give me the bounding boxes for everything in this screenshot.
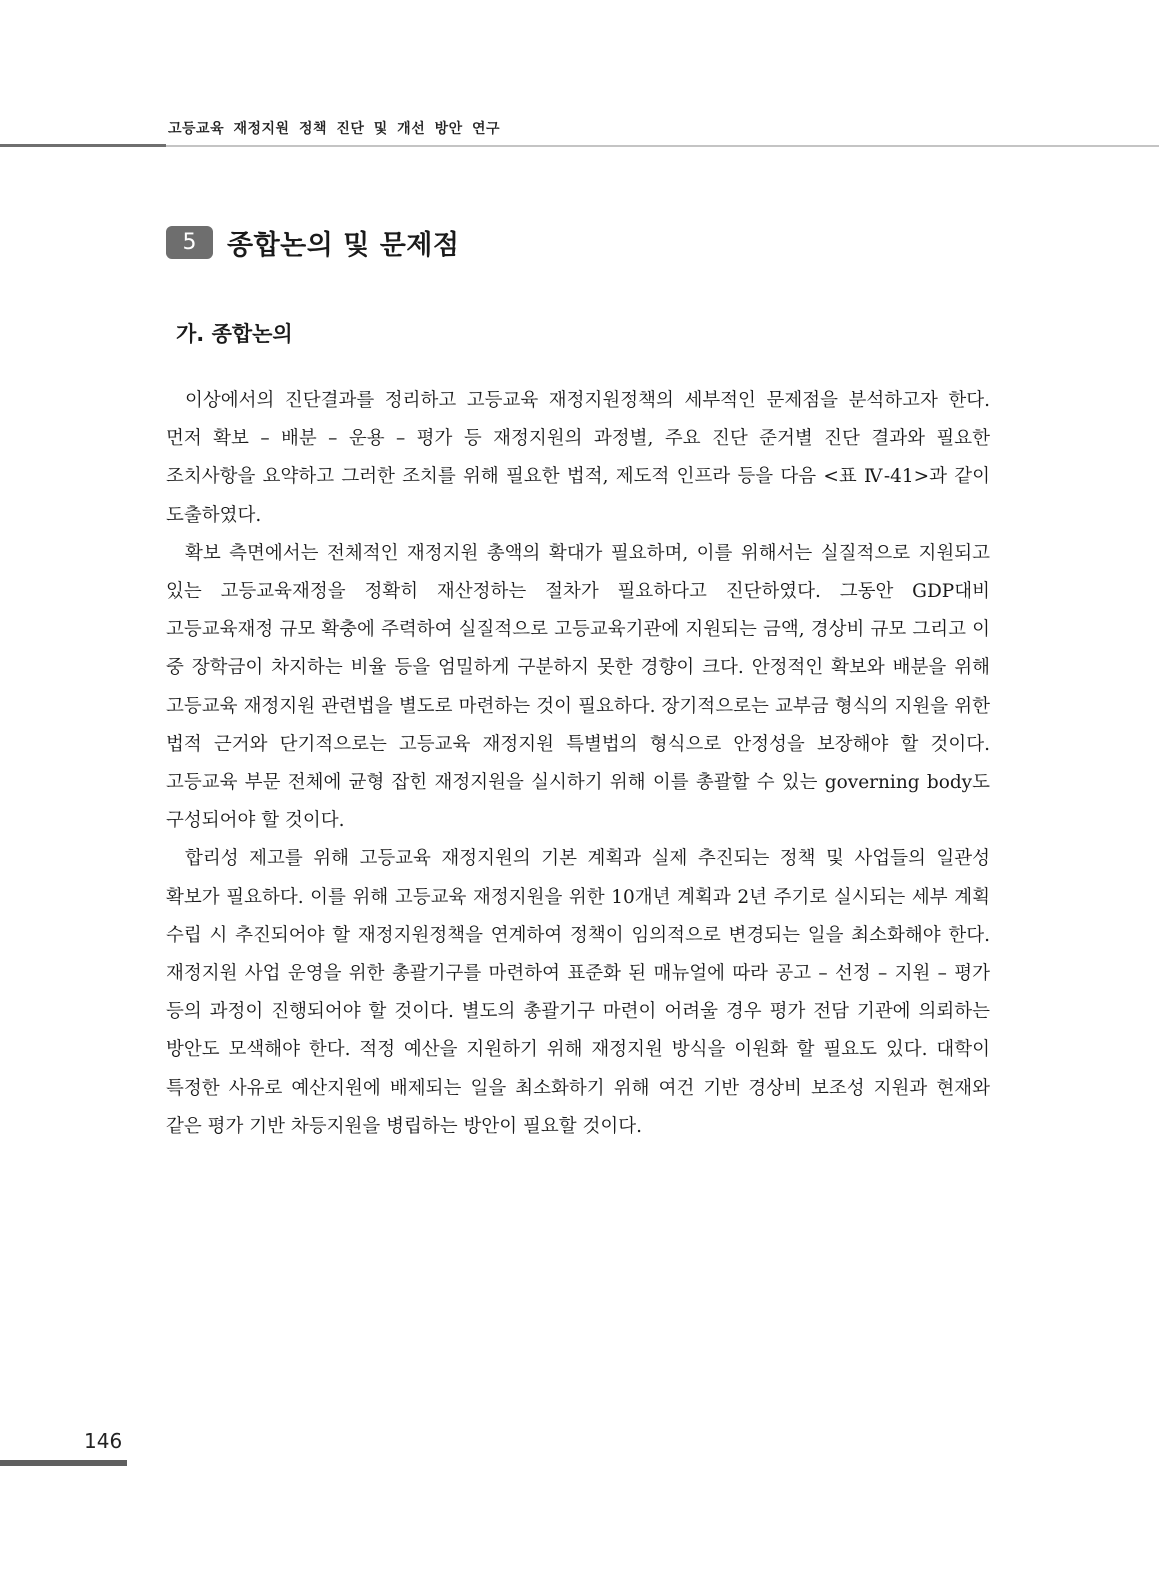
section-number-badge: 5 — [166, 226, 213, 259]
section-title: 종합논의 및 문제점 — [227, 229, 460, 261]
paragraph: 이상에서의 진단결과를 정리하고 고등교육 재정지원정책의 세부적인 문제점을 분석하고자 한다. 먼저 확보 – 배분 – 운용 – 평가 등 재정지원의 과정별, 주요 진단 준거별 진단 결과와 필요한 조치사항을 요약하고 그러한 조치를 위해 필요한 법적, 제도적 인프라 등을 다음 <표 Ⅳ-41>과 같이 도출하였다. — [166, 390, 990, 526]
page-number: 146 — [84, 1429, 123, 1453]
subsection-title: 가. 종합논의 — [176, 322, 293, 346]
section-heading — [166, 224, 459, 260]
footer-rule — [0, 1460, 127, 1466]
paragraph: 합리성 제고를 위해 고등교육 재정지원의 기본 계획과 실제 추진되는 정책 및 사업들의 일관성 확보가 필요하다. 이를 위해 고등교육 재정지원을 위한 10개년 계획과 2년 주기로 실시되는 세부 계획 수립 시 추진되어야 할 재정지원정책을 연계하여 정책이 임의적으로 변경되는 일을 최소화해야 한다. 재정지원 사업 운영을 위한 총괄기구를 마련하여 표준화 된 매뉴얼에 따라 공고 – 선정 – 지원 – 평가 등의 과정이 진행되어야 할 것이다. 별도의 총괄기구 마련이 어려울 경우 평가 전담 기관에 의뢰하는 방안도 모색해야 한다. 적정 예산을 지원하기 위해 재정지원 방식을 이원화 할 필요도 있다. 대학이 특정한 사유로 예산지원에 배제되는 일을 최소화하기 위해 여건 기반 경상비 보조성 지원과 현재와 같은 평가 기반 차등지원을 병립하는 방안이 필요할 것이다. — [166, 848, 990, 1137]
paragraph: 확보 측면에서는 전체적인 재정지원 총액의 확대가 필요하며, 이를 위해서는 실질적으로 지원되고 있는 고등교육재정을 정확히 재산정하는 절차가 필요하다고 진단하였다. 그동안 GDP대비 고등교육재정 규모 확충에 주력하여 실질적으로 고등교육기관에 지원되는 금액, 경상비 규모 그리고 이 중 장학금이 차지하는 비율 등을 엄밀하게 구분하지 못한 경향이 크다. 안정적인 확보와 배분을 위해 고등교육 재정지원 관련법을 별도로 마련하는 것이 필요하다. 장기적으로는 교부금 형식의 지원을 위한 법적 근거와 단기적으로는 고등교육 재정지원 특별법의 형식으로 안정성을 보장해야 할 것이다. 고등교육 부문 전체에 균형 잡힌 재정지원을 실시하기 위해 이를 총괄할 수 있는 governing body도 구성되어야 할 것이다. — [166, 542, 990, 832]
body-text — [166, 382, 990, 1146]
header-rule-dark-segment — [0, 144, 166, 147]
header-rule — [0, 144, 1159, 147]
header-rule-light-segment — [166, 145, 1159, 147]
running-header: 고등교육 재정지원 정책 진단 및 개선 방안 연구 — [168, 121, 501, 137]
